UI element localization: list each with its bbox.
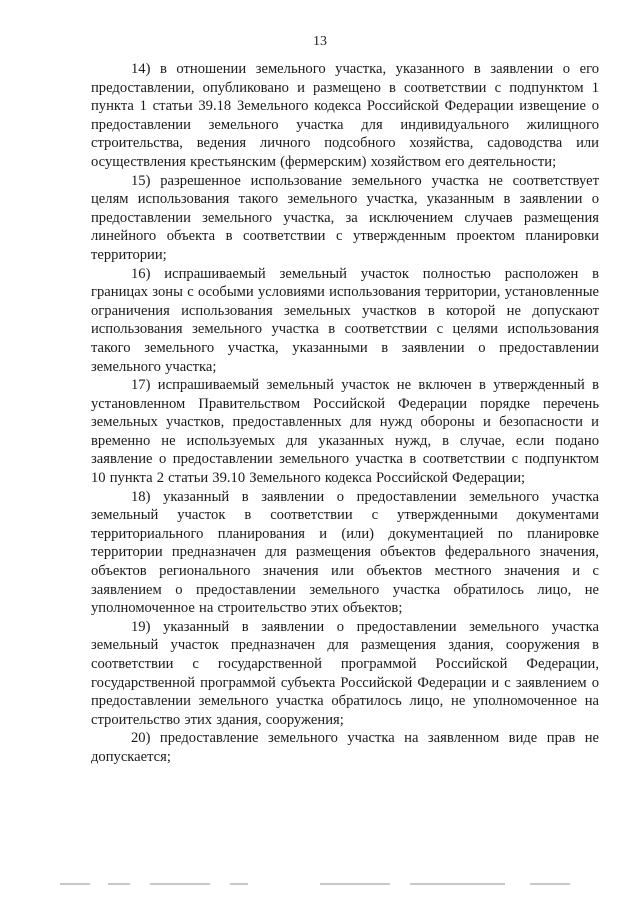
paragraph-item-20: 20) предоставление земельного участка на заявленном виде прав не допускается;	[91, 730, 599, 765]
paragraph-item-15: 15) разрешенное использование земельного участка не соответствует целям использования такого земельного участка, указанным в заявлении о предоставлении земельного участка, за исключением случаев размещения линейного объекта в соответствии с утвержденным проектом планировки территории;	[91, 172, 599, 263]
paragraph-item-18: 18) указанный в заявлении о предоставлении земельного участка земельный участок в соответствии с утвержденными документами территориального планирования и (или) документацией по планировке территории предназначен для размещения объектов федерального значения, объектов регионального значения или объектов местного значения и с заявлением о предоставлении земельного участка обратилось лицо, не уполномоченное на строительство этих объектов;	[91, 488, 599, 617]
document-body	[91, 60, 599, 767]
paragraph-item-14: 14) в отношении земельного участка, указанного в заявлении о его предоставлении, опубликовано и размещено в соответствии с подпунктом 1 пункта 1 статьи 39.18 Земельного кодекса Российской Федерации извещение о предоставлении земельного участка для индивидуального жилищного строительства, ведения личного подсобного хозяйства, садоводства или осуществления крестьянским (фермерским) хозяйством его деятельности;	[91, 61, 599, 170]
scan-artifact-strip	[60, 880, 600, 890]
paragraph-item-17: 17) испрашиваемый земельный участок не включен в утвержденный в установленном Правительством Российской Федерации порядке перечень земельных участков, предоставленных для нужд обороны и безопасности и временно не используемых для указанных нужд, в случае, если подано заявление о предоставлении земельного участка в соответствии с подпунктом 10 пункта 2 статьи 39.10 Земельного кодекса Российской Федерации;	[91, 377, 599, 487]
page-number: 13	[313, 34, 327, 49]
paragraph-item-16: 16) испрашиваемый земельный участок полностью расположен в границах зоны с особыми условиями использования территории, установленные ограничения использования земельных участков в которой не допускают использования земельного участка в соответствии с целями использования такого земельного участка, указанными в заявлении о предоставлении земельного участка;	[91, 265, 599, 375]
paragraph-item-19: 19) указанный в заявлении о предоставлении земельного участка земельный участок предназначен для размещения здания, сооружения в соответствии с государственной программой Российской Федерации, государственной программой субъекта Российской Федерации и с заявлением о предоставлении земельного участка обратилось лицо, не уполномоченное на строительство этих здания, сооружения;	[91, 618, 599, 728]
